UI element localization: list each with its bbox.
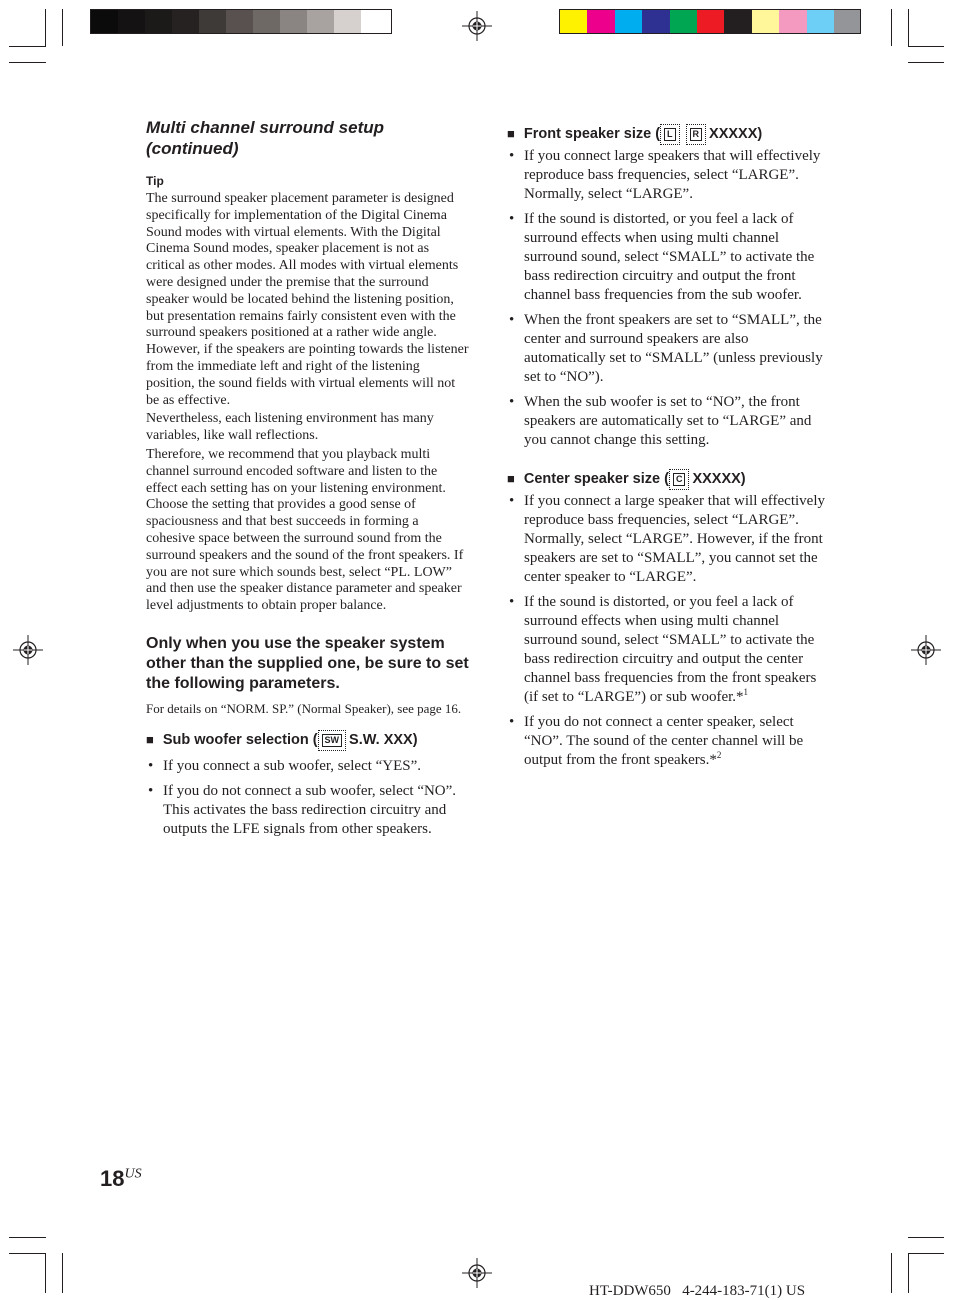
page-suffix: US [124,1166,142,1182]
list-item: • If you do not connect a center speaker, select “NO”. The sound of the center channel will be output from the front speakers.*$^2$ [507,713,832,770]
sub-woofer-list [146,757,471,839]
footnote-mark: 2 [716,750,722,760]
registration-mark-right-icon [911,635,941,665]
list-item: • If the sound is distorted, or you feel a lack of surround effects when using multi channel surround sound, select “SMALL” to activate the bass redirection circuitry and output the front channel bass frequencies from the sub woofer. [507,210,832,305]
left-speaker-icon: L [664,128,676,141]
sw-speaker-icon: SW [322,734,343,747]
registration-mark-left-icon [13,635,43,665]
tip-label: Tip [146,174,164,188]
list-item: • When the front speakers are set to “SMALL”, the center and surround speakers are also automatically set to “SMALL” (unless previously set to “NO”). [507,311,832,387]
front-speaker-heading: ■ Front speaker size ( L R XXXXX) [507,126,763,142]
tip-paragraph: Therefore, we recommend that you playback multi channel surround encoded software and listen to the effect each setting has on your listening environment. Choose the setting that provides a good sense of spaciousness and that best succeeds in forming a cohesive space between the surround sound from the surround speakers and the sound of the front speakers. If you are not sure which sounds best, select “PL. LOW” and then use the speaker distance parameter and speaker level adjustments to obtain proper balance. [146,446,464,614]
section-title: Multi channel surround setup (continued) [146,118,385,158]
gray-scale-bar [90,9,392,34]
bullet-square: ■ [507,126,515,141]
list-item: • When the sub woofer is set to “NO”, the front speakers are automatically set to “LARGE” and you cannot change this setting. [507,393,832,450]
center-speaker-list [507,492,832,770]
left-column [146,117,471,845]
list-item: • If you do not connect a sub woofer, select “NO”. This activates the bass redirection circuitry and outputs the LFE signals from other speakers. [146,782,471,839]
footer-code: HT-DDW650 4-244-183-71(1) US [589,1283,806,1299]
right-column [507,125,832,776]
tip-paragraph: The surround speaker placement parameter is designed specifically for implementation of the Digital Cinema Sound modes with virtual elements. With the Digital Cinema Sound modes, speaker placement is not as critical as other modes. All modes with virtual elements were designed under the premise that the surround speaker would be located behind the listening position, but presentation remains fairly consistent even with the surround speakers positioned at a rather wide angle. However, if the speakers are pointing towards the listener from the immediate left and right of the listening position, the sound fields with virtual elements will not be as effective. [146,191,469,408]
bullet-square: ■ [146,732,154,748]
tip-paragraph: Nevertheless, each listening environment has many variables, like wall reflections. [146,411,434,444]
page-number: $18^{US}$ [100,1166,142,1191]
list-item: • If the sound is distorted, or you feel a lack of surround effects when using multi channel surround sound, select “SMALL” to activate the bass redirection circuitry and output the center channel bass frequencies from the front speakers (if set to “LARGE”) or sub woofer.*$^1$ [507,593,832,707]
footnote-mark: 1 [743,687,749,697]
sub-woofer-heading: ■ Sub woofer selection ( SW S.W. XXX) [146,732,418,749]
bullet-square: ■ [507,471,515,486]
list-item: • If you connect large speakers that will effectively reproduce bass frequencies, select “LARGE”. Normally, select “LARGE”. [507,147,832,204]
center-speaker-icon: C [673,473,686,486]
center-speaker-heading: ■ Center speaker size ( C XXXXX) [507,471,746,487]
notice-heading: Only when you use the speaker system other than the supplied one, be sure to set the following parameters. [146,634,469,692]
registration-mark-bottom-icon [462,1258,492,1288]
tip-text [146,191,471,615]
list-item: • If you connect a sub woofer, select “YES”. [146,757,471,776]
color-bar [559,9,861,34]
list-item: • If you connect a large speaker that will effectively reproduce bass frequencies, select “LARGE”. Normally, select “LARGE”. However, if the front speakers are set to “SMALL”, you cannot set the center speaker to “LARGE”. [507,492,832,587]
front-speaker-list [507,147,832,450]
right-speaker-icon: R [690,128,703,141]
registration-mark-top-icon [462,11,492,41]
notice-details: For details on “NORM. SP.” (Normal Speaker), see page 16. [146,700,462,716]
